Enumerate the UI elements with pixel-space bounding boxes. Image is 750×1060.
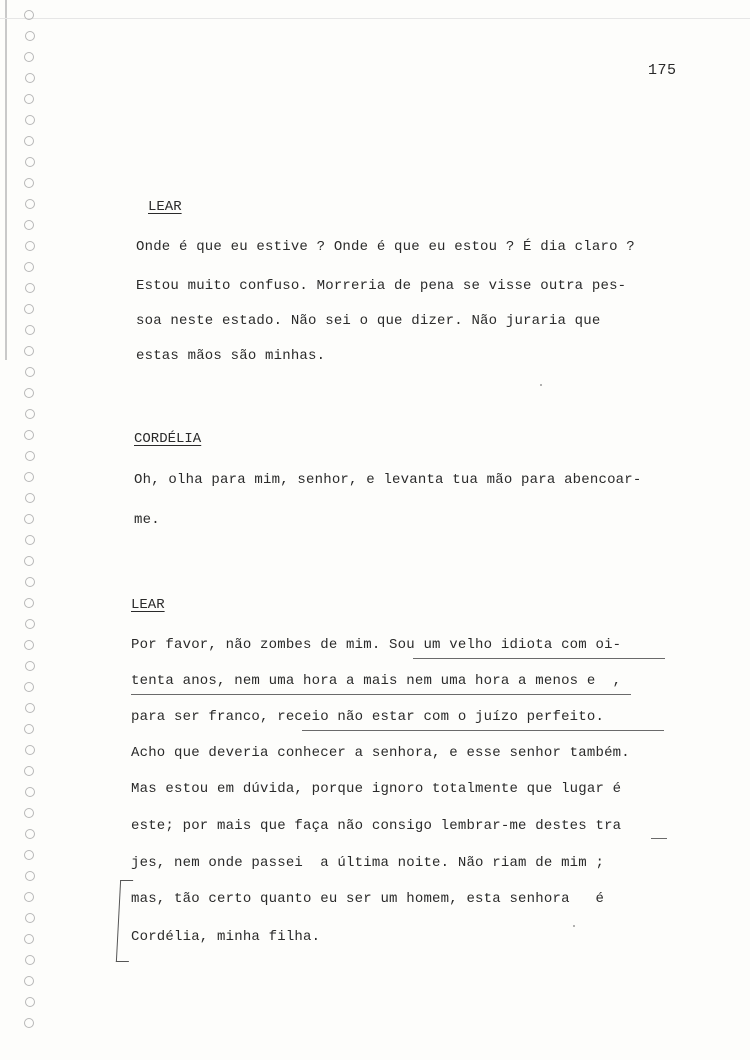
dialogue-line: soa neste estado. Não sei o que dizer. Não juraria que xyxy=(136,313,601,329)
binder-hole xyxy=(25,703,35,713)
binder-hole xyxy=(24,220,34,230)
binder-hole xyxy=(25,661,35,671)
binder-hole xyxy=(24,388,34,398)
dialogue-line: Oh, olha para mim, senhor, e levanta tua mão para abencoar- xyxy=(134,472,642,488)
binder-hole xyxy=(24,556,34,566)
binder-holes xyxy=(24,10,44,1040)
dialogue-line: Acho que deveria conhecer a senhora, e esse senhor também. xyxy=(131,745,630,761)
handwritten-underline xyxy=(413,658,665,659)
paper-speck xyxy=(573,925,575,927)
binder-hole xyxy=(25,955,35,965)
dialogue-line: me. xyxy=(134,512,160,528)
binder-hole xyxy=(24,472,34,482)
dialogue-line: jes, nem onde passei a última noite. Não riam de mim ; xyxy=(131,855,605,871)
binder-hole xyxy=(25,199,35,209)
binder-hole xyxy=(25,157,35,167)
binder-hole xyxy=(24,304,34,314)
dialogue-line: Estou muito confuso. Morreria de pena se visse outra pes- xyxy=(136,278,627,294)
binder-hole xyxy=(25,913,35,923)
binding-edge xyxy=(5,0,7,360)
binder-hole xyxy=(24,514,34,524)
dialogue-line: estas mãos são minhas. xyxy=(136,348,326,364)
binder-hole xyxy=(25,451,35,461)
binder-hole xyxy=(25,367,35,377)
binder-hole xyxy=(24,598,34,608)
dialogue-line: Cordélia, minha filha. xyxy=(131,929,321,945)
binder-hole xyxy=(24,682,34,692)
binder-hole xyxy=(25,619,35,629)
binder-hole xyxy=(24,262,34,272)
speaker-name: LEAR xyxy=(131,597,165,613)
margin-bracket xyxy=(116,880,133,962)
binder-hole xyxy=(25,115,35,125)
dialogue-line: mas, tão certo quanto eu ser um homem, esta senhora é xyxy=(131,891,605,907)
binder-hole xyxy=(25,787,35,797)
binder-hole xyxy=(25,871,35,881)
binder-hole xyxy=(25,493,35,503)
dialogue-line: Onde é que eu estive ? Onde é que eu estou ? É dia claro ? xyxy=(136,239,635,255)
handwritten-underline xyxy=(302,730,664,731)
binder-hole xyxy=(25,283,35,293)
binder-hole xyxy=(25,409,35,419)
binder-hole xyxy=(25,577,35,587)
binder-hole xyxy=(24,808,34,818)
binder-hole xyxy=(24,52,34,62)
speaker-name: LEAR xyxy=(148,199,182,215)
binder-hole xyxy=(25,829,35,839)
binder-hole xyxy=(24,94,34,104)
binder-hole xyxy=(25,997,35,1007)
binder-hole xyxy=(24,136,34,146)
binder-hole xyxy=(25,241,35,251)
speaker-name: CORDÉLIA xyxy=(134,431,202,447)
binder-hole xyxy=(24,766,34,776)
binder-hole xyxy=(25,325,35,335)
dialogue-line: para ser franco, receio não estar com o juízo perfeito. xyxy=(131,709,605,725)
binder-hole xyxy=(25,31,35,41)
binder-hole xyxy=(24,934,34,944)
dialogue-line: este; por mais que faça não consigo lembrar-me destes tra xyxy=(131,818,622,834)
binder-hole xyxy=(24,178,34,188)
handwritten-underline xyxy=(131,694,631,695)
binder-hole xyxy=(24,850,34,860)
page-number: 175 xyxy=(648,62,677,79)
dialogue-line: tenta anos, nem uma hora a mais nem uma hora a menos e , xyxy=(131,673,622,689)
binder-hole xyxy=(24,976,34,986)
binder-hole xyxy=(24,10,34,20)
binder-hole xyxy=(24,892,34,902)
handwritten-underline xyxy=(651,838,667,839)
dialogue-line: Mas estou em dúvida, porque ignoro totalmente que lugar é xyxy=(131,781,622,797)
binder-hole xyxy=(25,73,35,83)
binder-hole xyxy=(25,535,35,545)
top-edge-line xyxy=(0,18,750,19)
binder-hole xyxy=(24,1018,34,1028)
binder-hole xyxy=(25,745,35,755)
binder-hole xyxy=(24,430,34,440)
dialogue-line: Por favor, não zombes de mim. Sou um velho idiota com oi- xyxy=(131,637,622,653)
binder-hole xyxy=(24,640,34,650)
binder-hole xyxy=(24,724,34,734)
paper-speck xyxy=(540,384,542,386)
binder-hole xyxy=(24,346,34,356)
